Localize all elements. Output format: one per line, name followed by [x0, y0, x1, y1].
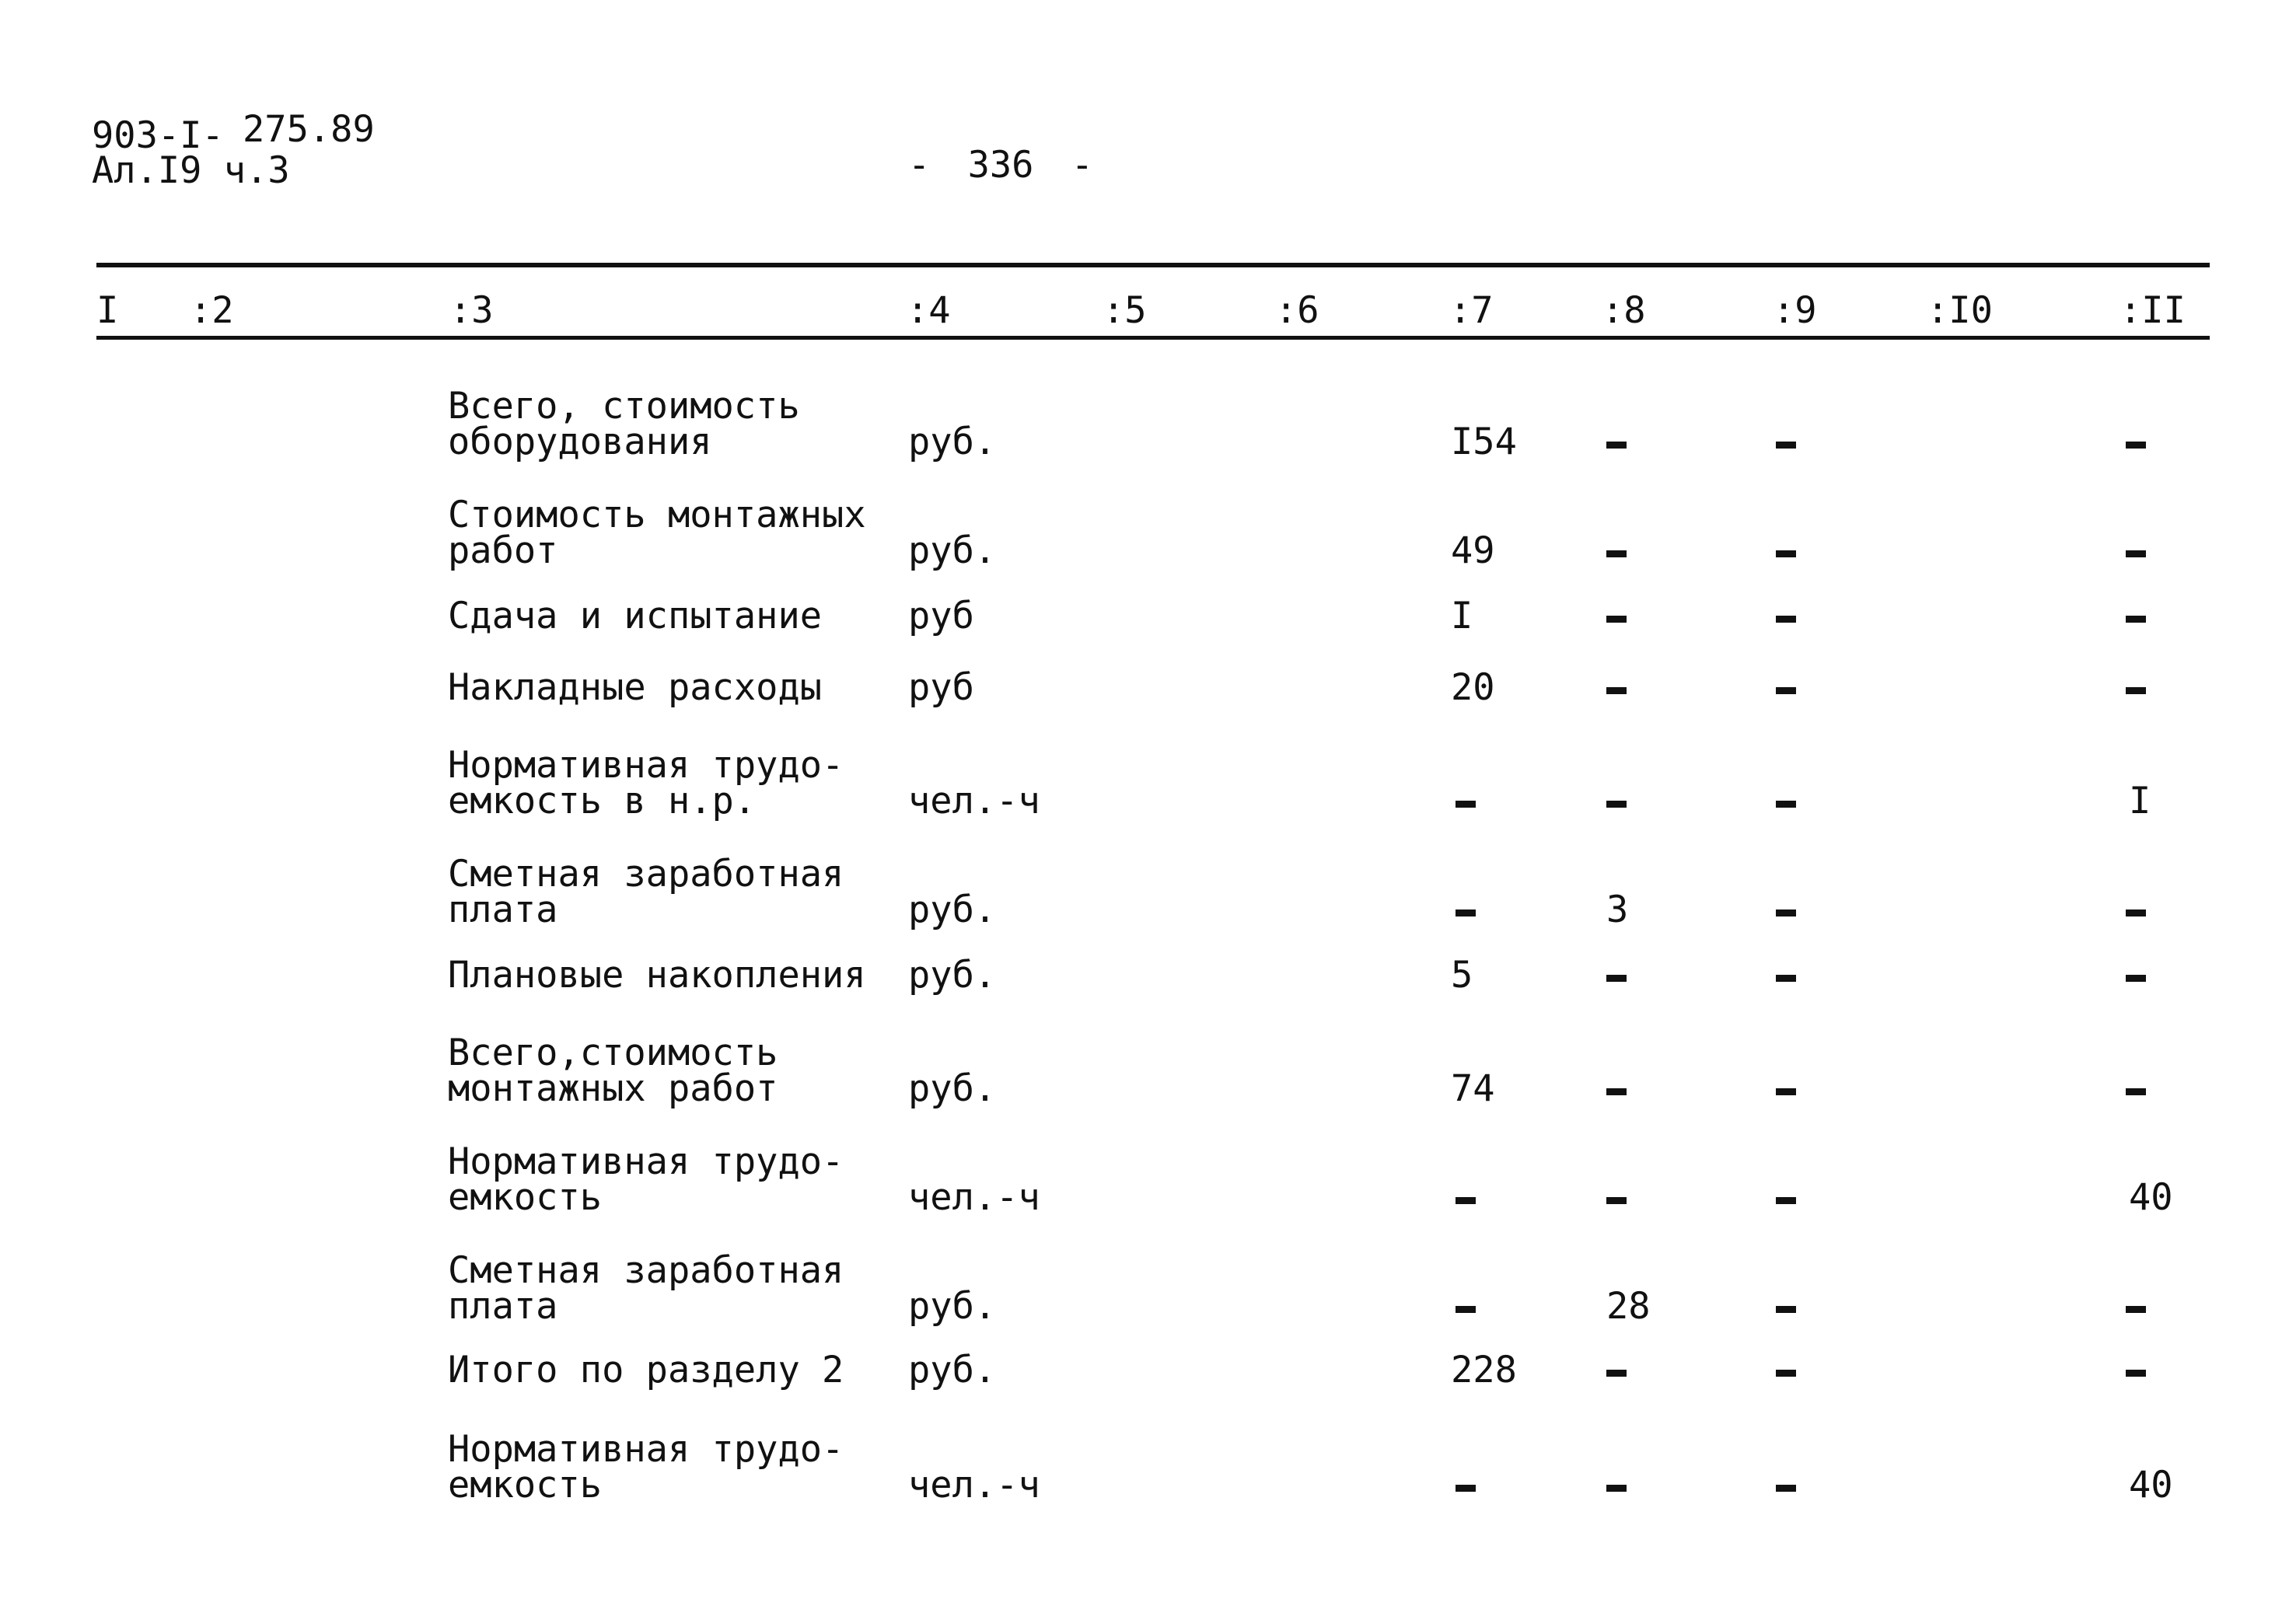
row-label: Сметная заработная плата: [448, 1249, 844, 1328]
row-unit: руб.: [908, 1285, 997, 1328]
empty-cell-dash: [1776, 801, 1796, 808]
row-unit: руб.: [908, 1349, 997, 1391]
empty-cell-dash: [1456, 1197, 1476, 1204]
empty-cell-dash: [1776, 687, 1796, 694]
column-header-3: :3: [449, 289, 494, 332]
empty-cell-dash: [2126, 1370, 2146, 1377]
row-label: Плановые накопления: [448, 954, 866, 997]
column-header-10: :I0: [1927, 289, 1993, 332]
empty-cell-dash: [1776, 442, 1796, 449]
empty-cell-dash: [1606, 616, 1627, 623]
row-unit: чел.-ч: [908, 1464, 1040, 1506]
empty-cell-dash: [1776, 1088, 1796, 1095]
empty-cell-dash: [1776, 975, 1796, 982]
row-label: Всего, стоимость оборудования: [448, 385, 800, 463]
empty-cell-dash: [1776, 1370, 1796, 1377]
empty-cell-dash: [2126, 616, 2146, 623]
row-label: Накладные расходы: [448, 666, 823, 709]
row-value: I54: [1451, 421, 1517, 463]
column-header-5: :5: [1103, 289, 1147, 332]
table-top-rule: [96, 263, 2210, 267]
doc-sheet: Ал.I9 ч.3: [92, 149, 290, 192]
row-value: I: [1451, 595, 1473, 637]
row-unit: чел.-ч: [908, 780, 1040, 822]
row-unit: руб: [908, 666, 974, 709]
empty-cell-dash: [1606, 1088, 1627, 1095]
column-header-8: :8: [1602, 289, 1646, 332]
empty-cell-dash: [1776, 909, 1796, 916]
table-header-rule: [96, 336, 2210, 340]
row-unit: руб.: [908, 954, 997, 997]
empty-cell-dash: [1606, 442, 1627, 449]
empty-cell-dash: [2126, 909, 2146, 916]
column-header-7: :7: [1449, 289, 1494, 332]
column-header-4: :4: [907, 289, 951, 332]
empty-cell-dash: [1606, 975, 1627, 982]
column-header-1: I: [96, 289, 119, 332]
empty-cell-dash: [1776, 550, 1796, 557]
column-header-9: :9: [1773, 289, 1817, 332]
empty-cell-dash: [1606, 687, 1627, 694]
row-unit: руб.: [908, 529, 997, 572]
row-label: Сдача и испытание: [448, 595, 823, 637]
empty-cell-dash: [1456, 801, 1476, 808]
row-value: 40: [2129, 1176, 2173, 1219]
empty-cell-dash: [1776, 1485, 1796, 1492]
empty-cell-dash: [1456, 909, 1476, 916]
doc-code-prefix: 903-I-: [92, 114, 224, 157]
empty-cell-dash: [2126, 975, 2146, 982]
row-value: 5: [1451, 954, 1473, 997]
empty-cell-dash: [1606, 1197, 1627, 1204]
column-header-11: :II: [2120, 289, 2186, 332]
row-value: 49: [1451, 529, 1495, 572]
empty-cell-dash: [2126, 1306, 2146, 1313]
row-label: Всего,стоимость монтажных работ: [448, 1032, 778, 1110]
empty-cell-dash: [2126, 442, 2146, 449]
empty-cell-dash: [1606, 550, 1627, 557]
empty-cell-dash: [1606, 801, 1627, 808]
empty-cell-dash: [2126, 687, 2146, 694]
row-unit: чел.-ч: [908, 1176, 1040, 1219]
empty-cell-dash: [1456, 1485, 1476, 1492]
doc-code-top: 275.89: [243, 108, 375, 151]
empty-cell-dash: [2126, 1088, 2146, 1095]
row-unit: руб.: [908, 1067, 997, 1110]
empty-cell-dash: [1776, 1197, 1796, 1204]
empty-cell-dash: [1776, 1306, 1796, 1313]
row-label: Нормативная трудо- емкость: [448, 1140, 844, 1219]
empty-cell-dash: [1776, 616, 1796, 623]
row-value: 228: [1451, 1349, 1517, 1391]
row-label: Нормативная трудо- емкость: [448, 1428, 844, 1506]
empty-cell-dash: [1456, 1306, 1476, 1313]
row-label: Нормативная трудо- емкость в н.р.: [448, 744, 844, 822]
empty-cell-dash: [1606, 1370, 1627, 1377]
row-value: 3: [1606, 889, 1629, 931]
row-value: 28: [1606, 1285, 1651, 1328]
row-unit: руб.: [908, 889, 997, 931]
row-label: Итого по разделу 2: [448, 1349, 844, 1391]
row-label: Стоимость монтажных работ: [448, 494, 866, 572]
row-value: 20: [1451, 666, 1495, 709]
row-label: Сметная заработная плата: [448, 853, 844, 931]
page-number: - 336 -: [908, 144, 1094, 187]
empty-cell-dash: [1606, 1485, 1627, 1492]
row-value: 74: [1451, 1067, 1495, 1110]
row-unit: руб.: [908, 421, 997, 463]
row-value: I: [2129, 780, 2151, 822]
column-header-2: :2: [190, 289, 234, 332]
column-header-6: :6: [1275, 289, 1319, 332]
row-value: 40: [2129, 1464, 2173, 1506]
row-unit: руб: [908, 595, 974, 637]
empty-cell-dash: [2126, 550, 2146, 557]
